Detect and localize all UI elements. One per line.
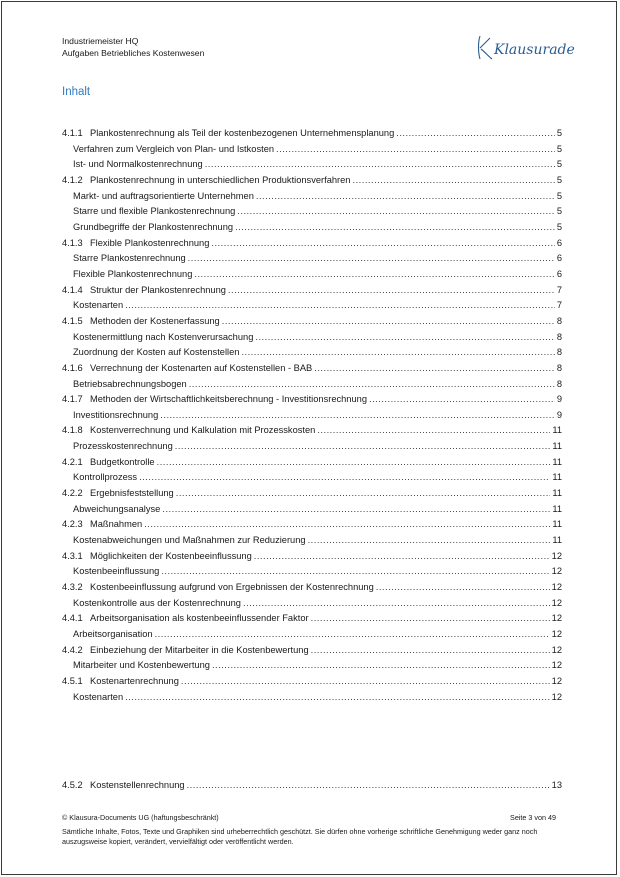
toc-entry[interactable] [62, 361, 562, 377]
toc-entry[interactable] [62, 204, 562, 220]
toc-entry-page: 12 [551, 582, 562, 593]
toc-entry-title: Prozesskostenrechnung [73, 441, 173, 452]
toc-dot-leader [161, 564, 549, 580]
toc-entry[interactable] [62, 408, 562, 424]
toc-entry-page: 13 [551, 780, 562, 790]
toc-entry[interactable] [62, 377, 562, 393]
toc-entry-title: Kostenabweichungen und Maßnahmen zur Reduzierung [73, 535, 306, 546]
toc-entry[interactable] [62, 314, 562, 330]
toc-entry-page: 12 [551, 675, 562, 686]
toc-dot-leader [396, 126, 555, 142]
toc-dot-leader [139, 470, 550, 486]
toc-entry[interactable] [62, 674, 562, 690]
toc-entry-number: 4.1.7 [62, 394, 83, 405]
toc-entry-number: 4.2.2 [62, 488, 83, 499]
toc-entry[interactable] [62, 283, 562, 299]
toc-dot-leader [237, 204, 555, 220]
toc-entry[interactable] [62, 596, 562, 612]
toc-entry-title: Markt- und auftragsorientierte Unternehmen [73, 190, 254, 201]
toc-entry[interactable] [62, 236, 562, 252]
toc-dot-leader [308, 533, 551, 549]
document-page [1, 1, 617, 875]
toc-entry-title: Zuordnung der Kosten auf Kostenstellen [73, 347, 240, 358]
toc-entry-title: Struktur der Plankostenrechnung [90, 284, 226, 295]
toc-dot-leader [125, 690, 550, 706]
toc-entry-title: Methoden der Wirtschaftlichkeitsberechnung - Investitionsrechnung [90, 394, 367, 405]
toc-entry-number: 4.2.1 [62, 456, 83, 467]
toc-entry-page: 5 [556, 190, 562, 201]
toc-entry[interactable] [62, 470, 562, 486]
toc-entry-page: 8 [556, 347, 562, 358]
toc-entry[interactable] [62, 658, 562, 674]
toc-entry[interactable] [62, 142, 562, 158]
toc-entry-number: 4.1.8 [62, 425, 83, 436]
toc-entry-page: 11 [552, 488, 562, 499]
toc-entry-number: 4.3.2 [62, 582, 83, 593]
toc-entry[interactable] [62, 580, 562, 596]
toc-entry-page: 8 [556, 315, 562, 326]
toc-entry-page: 8 [556, 362, 562, 373]
toc-entry-number: 4.1.4 [62, 284, 83, 295]
header-line-1: Industriemeister HQ [62, 36, 139, 46]
toc-entry[interactable] [62, 486, 562, 502]
toc-dot-leader [176, 486, 551, 502]
toc-entry-title: Plankostenrechnung in unterschiedlichen Produktionsverfahren [90, 174, 351, 185]
toc-dot-leader [317, 423, 550, 439]
toc-dot-leader [194, 267, 554, 283]
toc-entry-page: 7 [556, 284, 562, 295]
table-of-contents [62, 126, 562, 705]
toc-entry-title: Kostenarten [73, 300, 124, 311]
toc-entry-number: 4.1.5 [62, 315, 83, 326]
toc-entry[interactable] [62, 627, 562, 643]
toc-entry-title: Flexible Plankostenrechnung [73, 268, 193, 279]
toc-entry-page: 12 [551, 644, 562, 655]
toc-entry[interactable] [62, 298, 562, 314]
toc-entry[interactable] [62, 455, 562, 471]
toc-dot-leader [369, 392, 555, 408]
toc-entry[interactable] [62, 189, 562, 205]
toc-dot-leader [314, 361, 555, 377]
toc-entry-page: 12 [551, 629, 562, 639]
toc-entry-title: Kostenbeeinflussung aufgrund von Ergebnissen der Kostenrechnung [90, 582, 374, 593]
toc-entry[interactable] [62, 439, 562, 455]
toc-dot-leader [181, 674, 550, 690]
toc-entry-page: 11 [552, 441, 562, 452]
toc-entry-title: Verrechnung der Kostenarten auf Kostenstellen - BAB [90, 362, 313, 373]
toc-dot-leader [276, 142, 555, 158]
toc-dot-leader [205, 157, 555, 173]
toc-dot-leader [255, 330, 554, 346]
toc-entry-page: 6 [556, 253, 562, 264]
toc-dot-leader [189, 377, 555, 393]
toc-entry-page: 12 [551, 660, 562, 671]
toc-entry-title: Abweichungsanalyse [73, 503, 161, 514]
toc-dot-leader [222, 314, 555, 330]
toc-entry-page: 12 [551, 550, 562, 561]
toc-entry-page: 5 [556, 128, 562, 138]
toc-entry-page: 5 [556, 206, 562, 217]
toc-entry[interactable] [62, 690, 562, 706]
toc-entry-page: 7 [556, 300, 562, 311]
toc-entry-page: 5 [556, 159, 562, 170]
footer-copyright: © Klausura-Documents UG (haftungsbeschränkt) [62, 813, 219, 822]
toc-entry-page: 8 [556, 378, 562, 389]
toc-entry-title: Kostenbeeinflussung [73, 566, 160, 577]
toc-entry-number: 4.1.1 [62, 128, 83, 138]
toc-entry-page: 11 [552, 456, 562, 467]
toc-entry-page: 11 [552, 535, 562, 546]
toc-entry-number: 4.5.2 [62, 780, 83, 790]
toc-entry-page: 5 [556, 174, 562, 185]
toc-entry-title: Plankostenrechnung als Teil der kostenbezogenen Unternehmensplanung [90, 128, 395, 138]
toc-entry[interactable] [62, 502, 562, 518]
toc-entry-title: Ist- und Normalkostenrechnung [73, 159, 203, 170]
toc-entry-title: Ergebnisfeststellung [90, 488, 174, 499]
toc-entry-title: Flexible Plankostenrechnung [90, 237, 210, 248]
toc-entry-page: 6 [556, 268, 562, 279]
toc-entry[interactable] [62, 392, 562, 408]
toc-entry-title: Grundbegriffe der Plankostenrechnung [73, 221, 234, 232]
toc-entry-title: Budgetkontrolle [90, 456, 155, 467]
toc-dot-leader [241, 345, 554, 361]
toc-dot-leader [157, 455, 551, 471]
toc-dot-leader [256, 189, 555, 205]
toc-entry-title: Verfahren zum Vergleich von Plan- und Istkosten [73, 143, 275, 154]
toc-entry-page: 12 [551, 691, 562, 702]
toc-dot-leader [188, 251, 555, 267]
toc-entry-title: Methoden der Kostenerfassung [90, 315, 220, 326]
toc-dot-leader [155, 627, 550, 643]
toc-dot-leader [160, 408, 555, 424]
table-of-contents-continued [62, 778, 562, 794]
toc-entry-page: 8 [556, 331, 562, 342]
toc-dot-leader [254, 549, 550, 565]
document-header [62, 35, 204, 59]
toc-dot-leader [144, 517, 550, 533]
toc-entry-page: 12 [551, 613, 562, 624]
toc-entry[interactable] [62, 330, 562, 346]
toc-entry[interactable] [62, 251, 562, 267]
toc-entry[interactable] [62, 533, 562, 549]
toc-entry-title: Kostenverrechnung und Kalkulation mit Prozesskosten [90, 425, 316, 436]
toc-entry-page: 11 [552, 425, 562, 436]
toc-dot-leader [228, 283, 555, 299]
toc-entry-title: Kostenarten [73, 691, 124, 702]
toc-entry-number: 4.1.3 [62, 237, 83, 248]
toc-dot-leader [311, 643, 550, 659]
toc-entry[interactable] [62, 345, 562, 361]
toc-entry[interactable] [62, 643, 562, 659]
toc-dot-leader [243, 596, 550, 612]
toc-dot-leader [187, 778, 550, 794]
toc-entry-title: Kostenermittlung nach Kostenverursachung [73, 331, 254, 342]
logo-text: Klausurade [494, 42, 575, 58]
toc-entry-title: Kontrollprozess [73, 472, 138, 483]
toc-entry[interactable] [62, 220, 562, 236]
toc-entry[interactable] [62, 267, 562, 283]
toc-dot-leader [376, 580, 550, 596]
toc-entry-title: Möglichkeiten der Kostenbeeinflussung [90, 550, 252, 561]
toc-entry[interactable] [62, 173, 562, 189]
toc-entry-number: 4.1.6 [62, 362, 83, 373]
toc-entry-title: Starre und flexible Plankostenrechnung [73, 206, 236, 217]
toc-entry-page: 9 [556, 394, 562, 405]
toc-entry-page: 11 [552, 472, 562, 483]
toc-entry-title: Arbeitsorganisation [73, 629, 153, 639]
toc-dot-leader [125, 298, 555, 314]
toc-dot-leader [162, 502, 550, 518]
toc-entry-title: Kostenstellenrechnung [90, 780, 185, 790]
toc-entry[interactable] [62, 778, 562, 794]
footer-page-info: Seite 3 von 49 [510, 813, 556, 822]
toc-entry-title: Mitarbeiter und Kostenbewertung [73, 660, 210, 671]
toc-dot-leader [352, 173, 554, 189]
toc-dot-leader [175, 439, 551, 455]
toc-entry-number: 4.1.2 [62, 174, 83, 185]
toc-entry-title: Kostenartenrechnung [90, 675, 179, 686]
toc-entry-title: Betriebsabrechnungsbogen [73, 378, 187, 389]
toc-entry[interactable] [62, 549, 562, 565]
toc-entry-page: 6 [556, 237, 562, 248]
toc-entry-page: 9 [556, 409, 562, 420]
toc-entry-title: Arbeitsorganisation als kostenbeeinflussender Faktor [90, 613, 309, 624]
toc-entry-page: 12 [551, 566, 562, 577]
toc-entry-page: 5 [556, 143, 562, 154]
toc-entry[interactable] [62, 126, 562, 142]
toc-entry-number: 4.2.3 [62, 519, 83, 530]
toc-dot-leader [311, 611, 550, 627]
toc-entry-title: Starre Plankostenrechnung [73, 253, 186, 264]
toc-entry-page: 11 [552, 519, 562, 530]
toc-entry-page: 5 [556, 221, 562, 232]
toc-entry-title: Maßnahmen [90, 519, 143, 530]
toc-entry-title: Kostenkontrolle aus der Kostenrechnung [73, 597, 241, 608]
footer-legal-notice: Sämtliche Inhalte, Fotos, Texte und Graphiken sind urheberrechtlich geschützt. Sie dürfen ohne vorherige schriftliche Genehmigung weder ganz noch auszugsweise kopiert, verändert, vervielfältigt oder veröffentlicht werden. [62, 827, 538, 846]
toc-entry[interactable] [62, 157, 562, 173]
toc-entry-number: 4.5.1 [62, 675, 83, 686]
toc-entry[interactable] [62, 611, 562, 627]
header-line-2: Aufgaben Betriebliches Kostenwesen [62, 48, 205, 58]
klausurade-logo [474, 32, 578, 62]
toc-entry-number: 4.4.1 [62, 613, 83, 624]
toc-heading: Inhalt [62, 86, 91, 98]
toc-dot-leader [212, 658, 550, 674]
toc-entry-title: Investitionsrechnung [73, 409, 159, 420]
toc-entry[interactable] [62, 564, 562, 580]
toc-dot-leader [211, 236, 554, 252]
toc-entry[interactable] [62, 423, 562, 439]
toc-entry-number: 4.3.1 [62, 550, 83, 561]
toc-entry-number: 4.4.2 [62, 644, 83, 655]
toc-dot-leader [235, 220, 555, 236]
toc-entry-title: Einbeziehung der Mitarbeiter in die Kostenbewertung [90, 644, 309, 655]
toc-entry-page: 11 [552, 503, 562, 514]
toc-entry[interactable] [62, 517, 562, 533]
toc-entry-page: 12 [551, 597, 562, 608]
